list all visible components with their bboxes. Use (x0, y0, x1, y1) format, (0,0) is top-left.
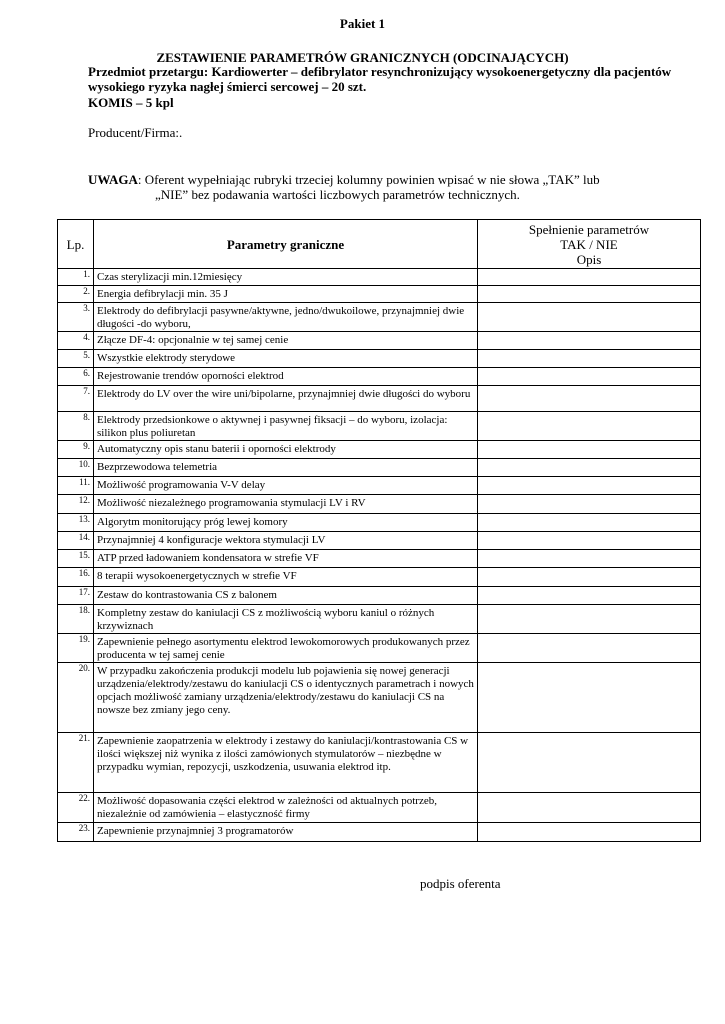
row-lp: 1. (58, 269, 94, 286)
row-spelnienie-cell[interactable] (478, 303, 701, 332)
row-lp: 10. (58, 459, 94, 477)
table-row (58, 368, 701, 386)
table-row (58, 303, 701, 332)
komis-label: KOMIS – 5 kpl (88, 95, 174, 110)
table-header-row (58, 220, 701, 269)
uwaga-label: UWAGA (88, 172, 138, 187)
row-spelnienie-cell[interactable] (478, 332, 701, 350)
row-lp: 9. (58, 441, 94, 459)
row-lp: 21. (58, 733, 94, 793)
table-row (58, 477, 701, 495)
row-parameter: W przypadku zakończenia produkcji modelu lub pojawienia się nowej generacji urządzenia/elektrody/zestawu do kaniulacji CS o identycznych parametrach i nowych opcjach możliwość zamiany urządzenia/elektrody/zestawu do kaniulacji CS na nowsze bez zmiany jego ceny. (94, 663, 478, 733)
row-spelnienie-cell[interactable] (478, 495, 701, 514)
parameters-table (57, 219, 701, 842)
row-spelnienie-cell[interactable] (478, 386, 701, 412)
row-parameter: Automatyczny opis stanu baterii i oporności elektrody (94, 441, 478, 459)
table-row (58, 823, 701, 842)
table-row (58, 441, 701, 459)
table-row (58, 350, 701, 368)
row-parameter: Złącze DF-4: opcjonalnie w tej samej cenie (94, 332, 478, 350)
row-parameter: Zestaw do kontrastowania CS z balonem (94, 587, 478, 605)
table-row (58, 459, 701, 477)
table-row (58, 550, 701, 568)
table-row (58, 793, 701, 823)
uwaga-note (88, 172, 688, 187)
row-parameter: Algorytm monitorujący próg lewej komory (94, 514, 478, 532)
row-lp: 13. (58, 514, 94, 532)
header-spelnienie (478, 220, 701, 269)
row-lp: 18. (58, 605, 94, 634)
row-parameter: Zapewnienie przynajmniej 3 programatorów (94, 823, 478, 842)
row-parameter: Przynajmniej 4 konfiguracje wektora stymulacji LV (94, 532, 478, 550)
table-row (58, 495, 701, 514)
row-spelnienie-cell[interactable] (478, 477, 701, 495)
row-lp: 20. (58, 663, 94, 733)
row-parameter: Elektrody przedsionkowe o aktywnej i pasywnej fiksacji – do wyboru, izolacja: silikon plus poliuretan (94, 412, 478, 441)
table-row (58, 532, 701, 550)
table-row (58, 605, 701, 634)
row-parameter: Zapewnienie pełnego asortymentu elektrod lewokomorowych produkowanych przez producenta w tej samej cenie (94, 634, 478, 663)
row-parameter: 8 terapii wysokoenergetycznych w strefie VF (94, 568, 478, 587)
header-parametry: Parametry graniczne (94, 220, 478, 269)
row-parameter: Czas sterylizacji min.12miesięcy (94, 269, 478, 286)
row-spelnienie-cell[interactable] (478, 459, 701, 477)
row-spelnienie-cell[interactable] (478, 550, 701, 568)
row-spelnienie-cell[interactable] (478, 605, 701, 634)
pakiet-label: Pakiet 1 (339, 16, 386, 31)
row-lp: 15. (58, 550, 94, 568)
row-lp: 5. (58, 350, 94, 368)
row-spelnienie-cell[interactable] (478, 823, 701, 842)
row-parameter: ATP przed ładowaniem kondensatora w strefie VF (94, 550, 478, 568)
header-spelnienie-line-2: TAK / NIE (560, 236, 618, 252)
row-lp: 6. (58, 368, 94, 386)
header-lp: Lp. (58, 220, 94, 269)
row-spelnienie-cell[interactable] (478, 368, 701, 386)
row-parameter: Kompletny zestaw do kaniulacji CS z możliwością wyboru kaniul o różnych krzywiznach (94, 605, 478, 634)
table-row (58, 587, 701, 605)
przedmiot-przetargu: Przedmiot przetargu: Kardiowerter – defibrylator resynchronizujący wysokoenergetyczny dla pacjentów wysokiego ryzyka nagłej śmierci sercowej – 20 szt. (88, 64, 672, 94)
row-lp: 8. (58, 412, 94, 441)
table-row (58, 663, 701, 733)
row-lp: 3. (58, 303, 94, 332)
row-parameter: Rejestrowanie trendów oporności elektrod (94, 368, 478, 386)
table-row (58, 634, 701, 663)
row-spelnienie-cell[interactable] (478, 269, 701, 286)
table-row (58, 568, 701, 587)
row-spelnienie-cell[interactable] (478, 514, 701, 532)
row-lp: 23. (58, 823, 94, 842)
header-spelnienie-line-3: Opis (576, 251, 602, 267)
uwaga-line-2: „NIE” bez podawania wartości liczbowych parametrów technicznych. (155, 187, 520, 202)
header-spelnienie-line-1: Spełnienie parametrów (528, 221, 650, 237)
table-row (58, 733, 701, 793)
row-lp: 4. (58, 332, 94, 350)
row-spelnienie-cell[interactable] (478, 634, 701, 663)
row-lp: 22. (58, 793, 94, 823)
row-lp: 12. (58, 495, 94, 514)
row-lp: 14. (58, 532, 94, 550)
row-spelnienie-cell[interactable] (478, 587, 701, 605)
row-parameter: Możliwość programowania V-V delay (94, 477, 478, 495)
row-spelnienie-cell[interactable] (478, 532, 701, 550)
podpis-oferenta: podpis oferenta (420, 876, 501, 891)
row-parameter: Wszystkie elektrody sterydowe (94, 350, 478, 368)
row-spelnienie-cell[interactable] (478, 733, 701, 793)
row-lp: 7. (58, 386, 94, 412)
table-row (58, 286, 701, 303)
row-lp: 16. (58, 568, 94, 587)
uwaga-line-1: : Oferent wypełniając rubryki trzeciej kolumny powinien wpisać w nie słowa „TAK” lub (137, 172, 600, 187)
table-row (58, 412, 701, 441)
row-spelnienie-cell[interactable] (478, 793, 701, 823)
row-parameter: Możliwość dopasowania części elektrod w zależności od aktualnych potrzeb, niezależnie od zamówienia – elastyczność firmy (94, 793, 478, 823)
row-spelnienie-cell[interactable] (478, 568, 701, 587)
document-title: ZESTAWIENIE PARAMETRÓW GRANICZNYCH (ODCINAJĄCYCH) (156, 50, 569, 65)
row-parameter: Elektrody do defibrylacji pasywne/aktywne, jedno/dwukoilowe, przynajmniej dwie długości -do wyboru, (94, 303, 478, 332)
table-row (58, 332, 701, 350)
row-spelnienie-cell[interactable] (478, 441, 701, 459)
row-lp: 11. (58, 477, 94, 495)
producent-label: Producent/Firma:. (88, 125, 183, 140)
row-spelnienie-cell[interactable] (478, 286, 701, 303)
table-row (58, 269, 701, 286)
table-row (58, 386, 701, 412)
row-spelnienie-cell[interactable] (478, 350, 701, 368)
table-row (58, 514, 701, 532)
row-lp: 17. (58, 587, 94, 605)
row-spelnienie-cell[interactable] (478, 663, 701, 733)
row-parameter: Elektrody do LV over the wire uni/bipolarne, przynajmniej dwie długości do wyboru (94, 386, 478, 412)
row-parameter: Energia defibrylacji min. 35 J (94, 286, 478, 303)
row-parameter: Bezprzewodowa telemetria (94, 459, 478, 477)
row-parameter: Zapewnienie zaopatrzenia w elektrody i zestawy do kaniulacji/kontrastowania CS w ilości większej niż wynika z ilości zamówionych stymulatorów – niezbędne w przypadku wymian, repozycji, uszkodzenia, usuwania elektrod itp. (94, 733, 478, 793)
row-spelnienie-cell[interactable] (478, 412, 701, 441)
row-lp: 19. (58, 634, 94, 663)
row-lp: 2. (58, 286, 94, 303)
row-parameter: Możliwość niezależnego programowania stymulacji LV i RV (94, 495, 478, 514)
